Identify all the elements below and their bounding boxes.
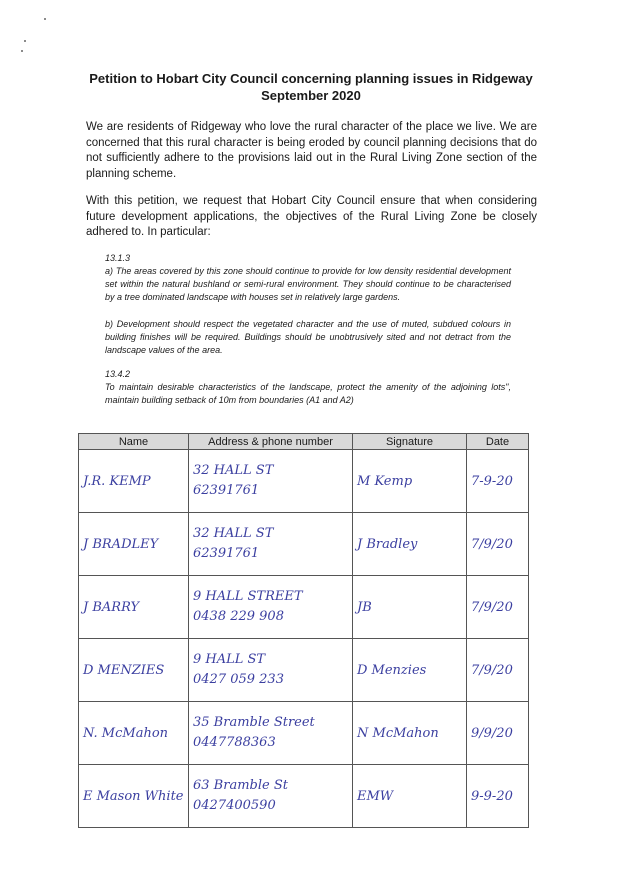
- intro-paragraph: We are residents of Ridgeway who love the rural character of the place we live. We are concerned that this rural character is being eroded by council planning decisions that do not sufficiently adhere to the provisions laid out in the Rural Living Zone section of the planning scheme.: [86, 121, 537, 180]
- signatory-phone: 62391761: [193, 546, 260, 561]
- signatory-name: J.R. KEMP: [79, 450, 189, 513]
- signatory-date: 7-9-20: [467, 450, 529, 513]
- table-row: [79, 513, 529, 576]
- table-row: [79, 576, 529, 639]
- signatory-name: N. McMahon: [79, 702, 189, 765]
- signatory-address-cell: [189, 702, 353, 765]
- signatory-address: 32 HALL ST: [193, 526, 274, 541]
- header-date: Date: [467, 434, 529, 450]
- signatory-date: 7/9/20: [467, 639, 529, 702]
- table-row: [79, 450, 529, 513]
- signatory-name: D MENZIES: [79, 639, 189, 702]
- signatory-address-cell: [189, 765, 353, 828]
- signatory-phone: 0427 059 233: [193, 672, 284, 687]
- signatory-phone: 0427400590: [193, 798, 276, 813]
- signatory-date: 7/9/20: [467, 513, 529, 576]
- table-row: [79, 639, 529, 702]
- signatory-address: 63 Bramble St: [193, 778, 288, 793]
- signatory-phone: 0447788363: [193, 735, 276, 750]
- signatory-address: 9 HALL STREET: [193, 589, 303, 604]
- signatory-signature: M Kemp: [353, 450, 467, 513]
- title-line-1: Petition to Hobart City Council concerning planning issues in Ridgeway: [89, 71, 533, 86]
- signatory-name: J BARRY: [79, 576, 189, 639]
- clause-13-1-3-b: b) Development should respect the vegetated character and the use of muted, subdued colours in building finishes will be required. Buildings should be unobtrusively sited and not detract from the landscape values of the area.: [105, 319, 511, 355]
- clause-number-13-1-3: 13.1.3: [105, 253, 131, 263]
- table-header-row: [79, 434, 529, 450]
- signatory-date: 7/9/20: [467, 576, 529, 639]
- header-signature: Signature: [353, 434, 467, 450]
- header-name: Name: [79, 434, 189, 450]
- signatory-address: 35 Bramble Street: [193, 715, 315, 730]
- clause-number-13-4-2: 13.4.2: [105, 369, 131, 379]
- page-title: [60, 70, 562, 104]
- title-line-2: September 2020: [261, 88, 361, 103]
- signatory-address: 32 HALL ST: [193, 463, 274, 478]
- table-row: [79, 765, 529, 828]
- clause-13-4-2: To maintain desirable characteristics of the landscape, protect the amenity of the adjoining lots", maintain building setback of 10m from boundaries (A1 and A2): [105, 382, 511, 405]
- signatory-signature: JB: [353, 576, 467, 639]
- request-paragraph: With this petition, we request that Hobart City Council ensure that when considering future development applications, the objectives of the Rural Living Zone be closely adhered to. In particular:: [86, 195, 537, 238]
- signatory-address-cell: [189, 576, 353, 639]
- signatory-name: E Mason White: [79, 765, 189, 828]
- signature-table: [78, 433, 529, 828]
- signatory-phone: 62391761: [193, 483, 260, 498]
- signatory-address: 9 HALL ST: [193, 652, 266, 667]
- signatory-signature: EMW: [353, 765, 467, 828]
- signatory-address-cell: [189, 450, 353, 513]
- signatory-date: 9-9-20: [467, 765, 529, 828]
- signatory-name: J BRADLEY: [79, 513, 189, 576]
- signatory-address-cell: [189, 639, 353, 702]
- signatory-phone: 0438 229 908: [193, 609, 284, 624]
- scan-speck: [44, 18, 46, 20]
- scan-speck: [24, 40, 26, 42]
- signatory-signature: D Menzies: [353, 639, 467, 702]
- signatory-signature: N McMahon: [353, 702, 467, 765]
- header-address: Address & phone number: [189, 434, 353, 450]
- signatory-date: 9/9/20: [467, 702, 529, 765]
- clause-13-1-3-a: a) The areas covered by this zone should continue to provide for low density residential development set within the natural bushland or semi-rural environment. They should continue to be characterised by a tree dominated landscape with houses set in relatively large gardens.: [105, 266, 511, 302]
- table-row: [79, 702, 529, 765]
- signatory-signature: J Bradley: [353, 513, 467, 576]
- signatory-address-cell: [189, 513, 353, 576]
- scan-speck: [21, 50, 23, 52]
